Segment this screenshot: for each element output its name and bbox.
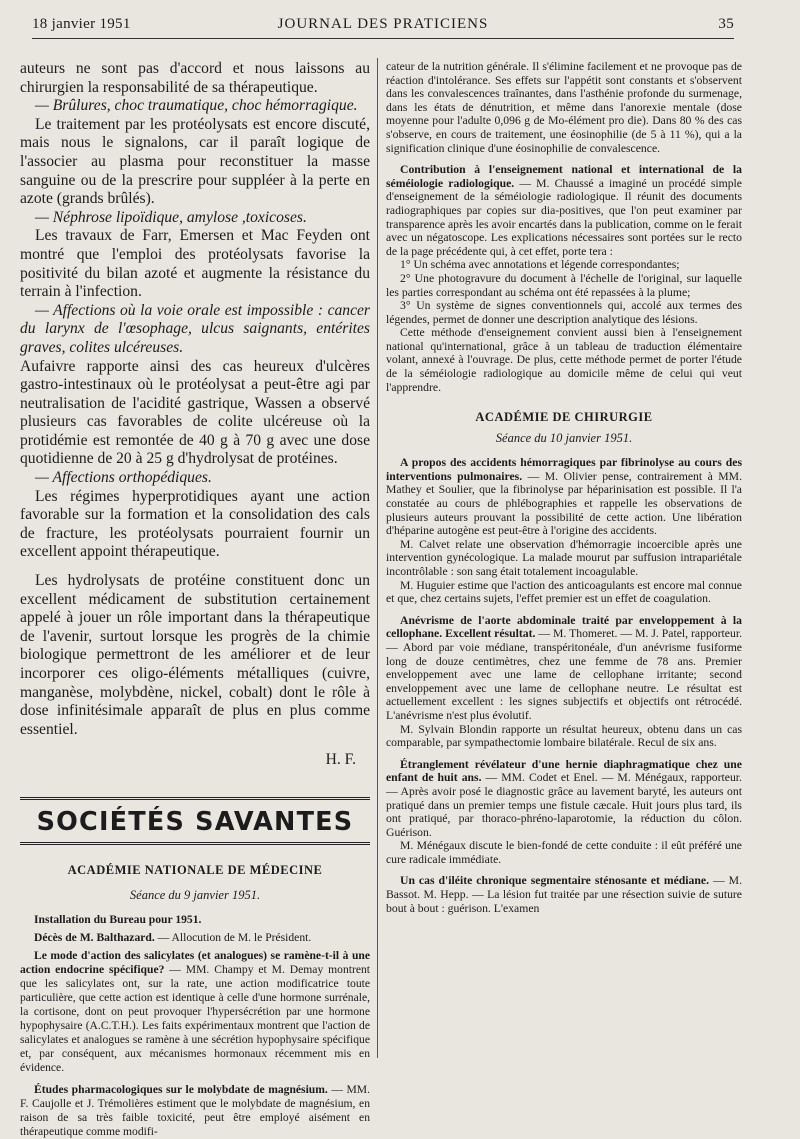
section-title: SOCIÉTÉS SAVANTES — [20, 806, 370, 845]
subheading-orthopedic: — Affections orthopédiques. — [35, 469, 212, 487]
subheading-oral-route: — Affections où la voie orale est impossible : cancer du larynx de l'œsophage, ulcus saignants, entérites graves, colites ulcéreuses. — [20, 301, 370, 356]
paragraph: Les régimes hyperprotidiques ayant une action favorable sur la formation et la consolidation des cals de fracture, les protéolysats pourraient fournir un excellent appoint thérapeutique. — [20, 487, 370, 561]
paragraph: M. Huguier estime que l'action des anticoagulants est encore mal connue et que, chez certains sujets, l'effet premier est un effet de coagulation. — [386, 578, 742, 606]
header-date: 18 janvier 1951 — [32, 16, 131, 32]
academy-heading: ACADÉMIE NATIONALE DE MÉDECINE — [67, 863, 323, 878]
running-header — [32, 14, 734, 39]
news-item: Décès de M. Balthazard. — Allocution de M. le Président. — [34, 931, 312, 945]
header-page-number: 35 — [718, 16, 734, 32]
paragraph: cateur de la nutrition générale. Il s'élimine facilement et ne provoque pas de réaction d'intolérance. Ses effets sur l'appétit sont constants et s'observent dans les convalescences traînantes, dans l'asthénie profonde du surmenage, dans les états de dénutrition, et même dans l'anorexie mentale (dose moyenne pour l'adulte 0,096 g de Mo-élément pro die). Dans 80 % des cas s'observe, en cours de traitement, une éosinophilie (de 5 à 11 %), qui a la signification clinique d'une éosinophilie de convalescence. — [386, 60, 742, 155]
list-item: 2° Une photogravure du document à l'échelle de l'original, sur laquelle les parties correspondant au schéma ont été repassées à la plume; — [386, 271, 742, 299]
news-item: Contribution à l'enseignement national et international de la séméiologie radiologique. — M. Chaussé a imaginé un procédé simple d'enseignement de la séméiologie radiologique. Il réunit des documents radiographiques par copies sur dia-positives, que l'on peut examiner par transparence après les avoir encartés dans la publication, comme on le ferait avec un négatoscope. Les explications nécessaires sont portées sur le recto de la page précédente qui, à cet effet, porte tera : — [386, 163, 742, 258]
paragraph-conclusion: Les hydrolysats de protéine constituent donc un excellent médicament de substitution certainement appelé à jouer un rôle important dans la thérapeutique de l'avenir, surtout lorsque les progrès de la chimie biologique permettront de les améliorer et de leur incorporer ces oligo-éléments métalliques (cuivre, manganèse, molybdène, nickel, cobalt) dont le rôle à dose infinitésimale apparaît de plus en plus comme essentiel. — [20, 572, 370, 738]
subheading-burns: — Brûlures, choc traumatique, choc hémorragique. — [35, 97, 358, 115]
paragraph: Le traitement par les protéolysats est encore discuté, mais nous le signalons, car il paraît logique de l'associer au plasma pour reconstituer la masse sanguine ou de la prescrire pour suppléer à la perte en azote (grands brûlés). — [20, 115, 370, 208]
paragraph: M. Sylvain Blondin rapporte un résultat heureux, obtenu dans un cas comparable, par sympathectomie lombaire bilatérale. Recul de six ans. — [386, 722, 742, 750]
session-date: Séance du 10 janvier 1951. — [495, 431, 633, 446]
news-item: Un cas d'iléite chronique segmentaire sténosante et médiane. — M. Bassot. M. Hepp. — La lésion fut traitée par une résection suivie de suture bout à bout : guérison. L'examen — [386, 874, 742, 915]
paragraph: Cette méthode d'enseignement convient aussi bien à l'enseignement national qu'international, grâce à un tableau de traduction élémentaire volant, annexé à l'ouvrage. De plus, cette méthode permet de porter l'étude de la séméiologie radiologique au domicile même de celui qui veut l'apprendre. — [386, 326, 742, 394]
paragraph: M. Ménégaux discute le bien-fondé de cette conduite : il eût préféré une cure radicale immédiate. — [386, 839, 742, 866]
header-journal-title: JOURNAL DES PRATICIENS — [277, 16, 489, 32]
news-item: Études pharmacologiques sur le molybdate de magnésium. — MM. F. Caujolle et J. Trémolières estiment que le molybdate de magnésium, en raison de sa très faible toxicité, peut être employé aisément en thérapeutique comme modifi- — [20, 1083, 370, 1139]
author-signature: H. F. — [325, 751, 356, 769]
list-item: 1° Un schéma avec annotations et légende correspondantes; — [400, 258, 680, 272]
news-item: Anévrisme de l'aorte abdominale traité par enveloppement à la cellophane. Excellent résultat. — M. Thomeret. — M. J. Patel, rapporteur. — Abord par voie médiane, transpéritonéale, d'un anévrisme fusiforme long de douze centimètres, chez une femme de 78 ans. Premier enveloppement avec une lame de cellophane irritante; second enveloppement avec une lame de cellophane neutre. Le résultat est actuellement excellent : les signes subjectifs et objectifs ont rétrocédé. L'anévrisme n'est plus évolutif. — [386, 613, 742, 722]
item-title: Installation du Bureau pour 1951. — [34, 913, 202, 927]
academy-heading: ACADÉMIE DE CHIRURGIE — [475, 410, 653, 425]
right-column — [386, 60, 742, 915]
news-item: Le mode d'action des salicylates (et analogues) se ramène-t-il à une action endocrine spécifique? — MM. Champy et M. Demay montrent que les salicylates ont, sur la rate, une action modificatrice toute particulière, que cette action est identique à celle d'une hormone surrénale, la cortisone, dont on peut provoquer l'hypersécrétion par une hormone hypophysaire (A.C.T.H.). Les faits expérimentaux montrent que l'action de salicylates et analogues se ramène à une sécrétion hypophysaire spécifique et, par conséquent, aux mécanismes hormonaux récemment mis en évidence. — [20, 949, 370, 1075]
paragraph: auteurs ne sont pas d'accord et nous laissons au chirurgien la responsabilité de sa thérapeutique. — [20, 60, 370, 96]
paragraph: Les travaux de Farr, Emersen et Mac Feyden ont montré que l'emploi des protéolysats favorise la positivité du bilan azoté et augmente la résistance du terrain à l'infection. — [20, 227, 370, 301]
subheading-nephrosis: — Néphrose lipoïdique, amylose ,toxicoses. — [35, 208, 307, 226]
paragraph: Aufaivre rapporte ainsi des cas heureux d'ulcères gastro-intestinaux où le protéolysat a peut-être agi par neutralisation de l'acidité gastrique, Wassen a observé plusieurs cas favorables de colite ulcéreuse où la protidémie est remontée de 40 g à 70 g avec une dose quotidienne de 20 à 25 g d'hydrolysat de protéines. — [20, 357, 370, 468]
session-date: Séance du 9 janvier 1951. — [129, 888, 261, 903]
section-rule — [20, 797, 370, 800]
news-item: A propos des accidents hémorragiques par fibrinolyse au cours des interventions pulmonaires. — M. Olivier pense, contrairement à MM. Mathey et Soulier, que la fibrinolyse par héparinisation est possible. Il l'a constatée au cours de phlébographies et rappelle les observations de plusieurs auteurs prouvant la possibilité de cette action. Une libération d'héparine autogène est peut-être à l'origine des accidents. — [386, 456, 742, 538]
list-item: 3° Un système de signes conventionnels qui, accolé aux termes des légendes, permet de donner une description analytique des lésions. — [386, 299, 742, 326]
left-column — [20, 60, 370, 1139]
news-item: Étranglement révélateur d'une hernie diaphragmatique chez une enfant de huit ans. — MM. Codet et Enel. — M. Ménégaux, rapporteur. — Après avoir posé le diagnostic grâce au lavement baryté, les auteurs ont pratiqué dans un premier temps une fistule cæcale. Huit jours plus tard, ils ont pratiqué, par thoraco-phréno-laparotomie, la réduction du côlon. Guérison. — [386, 757, 742, 839]
paragraph: M. Calvet relate une observation d'hémorragie incoercible après une intervention gynécologique. La malade mourut par suffusion intrapariétale incontrôlable : son sang était totalement incoagulable. — [386, 537, 742, 578]
column-divider — [377, 58, 378, 1058]
